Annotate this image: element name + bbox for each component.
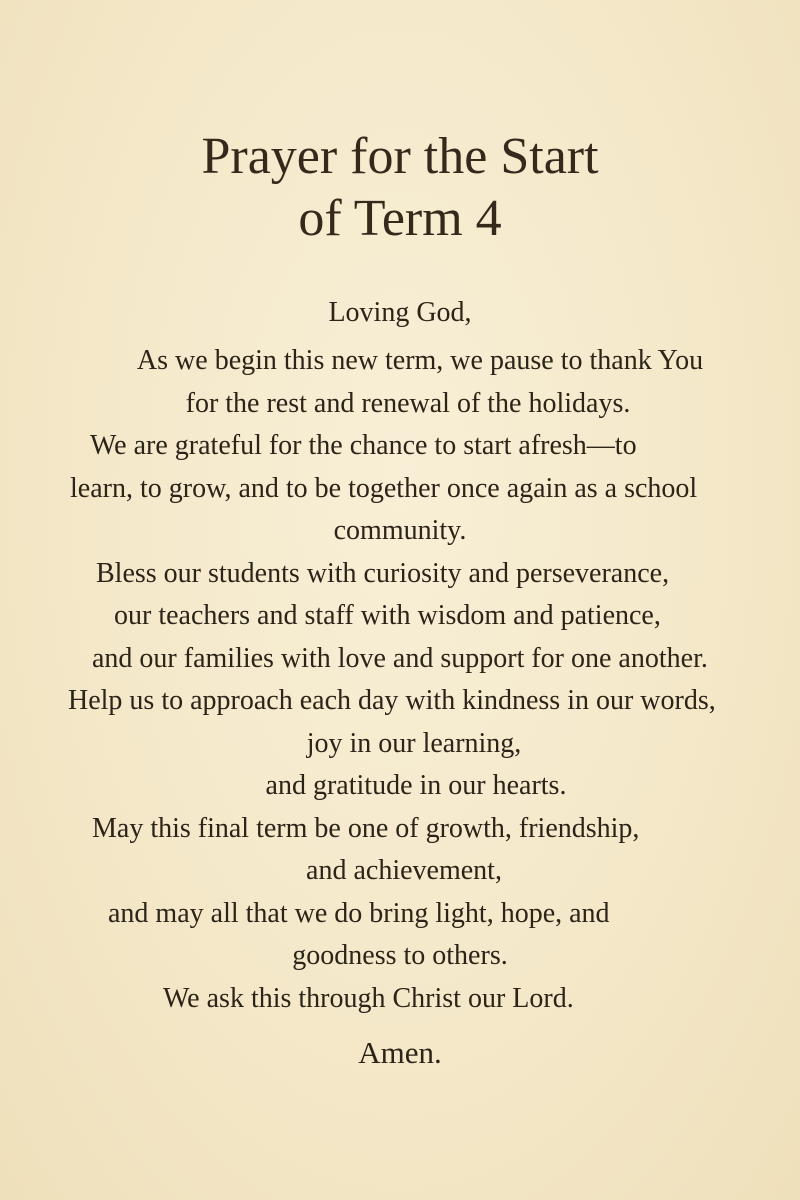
prayer-line: We ask this through Christ our Lord. [163,983,574,1014]
prayer-line: and our families with love and support for one another. [92,643,708,674]
prayer-line: and gratitude in our hearts. [265,770,567,801]
prayer-line: learn, to grow, and to be together once again as a school [70,473,698,504]
prayer-line: and achievement, [306,855,502,886]
prayer-line: and may all that we do bring light, hope, and [108,898,610,929]
prayer-greeting: Loving God, [328,297,472,328]
prayer-line: As we begin this new term, we pause to thank You [136,345,704,376]
prayer-line: We are grateful for the chance to start afresh—to [90,430,637,461]
prayer-line: for the rest and renewal of the holidays. [185,388,631,419]
prayer-line: joy in our learning, [306,728,522,759]
prayer-line: May this final term be one of growth, friendship, [92,813,640,844]
prayer-closing: Amen. [358,1035,442,1070]
prayer-line: community. [333,515,467,546]
page-title [0,126,800,250]
title-line-2: of Term 4 [298,190,502,247]
title-line-1: Prayer for the Start [201,128,599,185]
prayer-line: goodness to others. [292,940,508,971]
prayer-line: our teachers and staff with wisdom and patience, [114,600,661,631]
prayer-line: Bless our students with curiosity and perseverance, [96,558,670,589]
prayer-line: Help us to approach each day with kindness in our words, [68,685,716,716]
